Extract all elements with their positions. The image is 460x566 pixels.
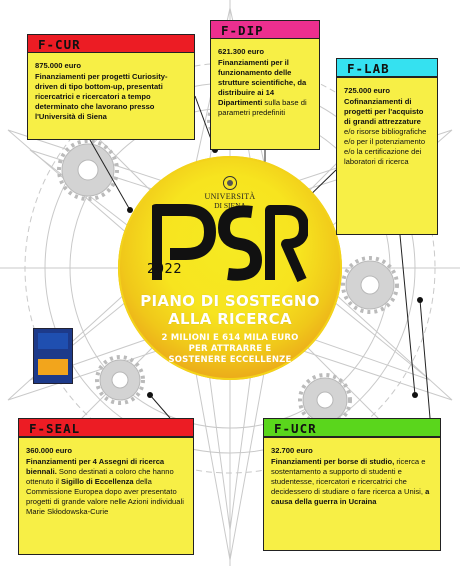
fseal-tag: F-SEAL [18,418,194,437]
fucr-description-bold: Finanziamenti per borse di studio, [271,457,395,467]
flab-description-bold: Cofinanziamenti di progetti per l'acquisto di grandi attrezzature [344,97,424,127]
fdip-description [218,58,313,118]
university-seal-icon [223,176,237,190]
eu-flag-icon [38,333,68,349]
flab-tag: F-LAB [336,58,438,77]
flab-box [336,77,438,235]
subheadline-line-1: 2 MILIONI E 614 MILA EURO [161,333,299,343]
fseal-description [26,457,187,517]
subheadline-line-2: PER ATTRARRE E [188,344,272,354]
fcur-tag: F-CUR [27,34,195,53]
fseal-description-bold: Finanziamenti per 4 Assegni di ricerca biennali. [26,457,165,477]
university-city: DI SIENA [214,201,246,210]
subheadline-line-3: SOSTENERE ECCELLENZE [168,355,292,365]
fseal-description-normal-1: Sono destinati a coloro che hanno ottenuto il [26,467,174,487]
flab-description-normal: e/o risorse bibliografiche e/o per il potenziamento e/o la certificazione dei laboratori di ricerca [344,127,427,167]
fucr-amount: 32.700 euro [271,446,313,455]
fucr-box [263,437,441,551]
fseal-description-bold-2: Sigillo di Eccellenza [61,477,134,487]
fseal-amount: 360.000 euro [26,446,73,455]
flab-description [344,97,431,167]
fucr-description-normal: ricerca e sostentamento a supporto di studenti e studentesse, ricercatori e ricercatrici che decidessero di studiare o fare ricerca a Unisi, [271,457,426,497]
fseal-description-normal-2: della Commissione Europea dopo aver presentato progetti di grande valore nelle Azioni individuali Marie Skłodowska-Curie [26,477,184,517]
fdip-description-bold: Finanziamenti per il funzionamento delle strutture scientifiche, da distribuire ai 14 Dipartimenti [218,58,307,108]
flab-amount: 725.000 euro [344,86,391,95]
fdip-amount: 621.300 euro [218,47,265,56]
fdip-description-normal: sulla base di parametri predefiniti [218,98,307,118]
seal-stripe [38,359,68,375]
headline-line-2: ALLA RICERCA [168,310,292,328]
fucr-tag: F-UCR [263,418,441,437]
fcur-box [27,52,195,140]
university-year: 1240 [225,210,235,215]
fseal-box [18,437,194,555]
fcur-amount: 875.000 euro [35,61,82,70]
university-name: UNIVERSITÀ [204,192,256,201]
fdip-tag: F-DIP [210,20,320,39]
fcur-description: Finanziamenti per progetti Curiosity-driven di tipo bottom-up, presentati ricercatrici e ricercatori a tempo determinato che lavorano presso l'Università di Siena [35,72,168,122]
eu-seal-badge [33,328,73,384]
fucr-description-bold-2: a causa della guerra in Ucraina [271,487,430,507]
psr-year: 2022 [147,262,183,277]
fucr-description [271,457,434,507]
headline-line-1: PIANO DI SOSTEGNO [140,292,320,310]
fdip-box [210,38,320,150]
